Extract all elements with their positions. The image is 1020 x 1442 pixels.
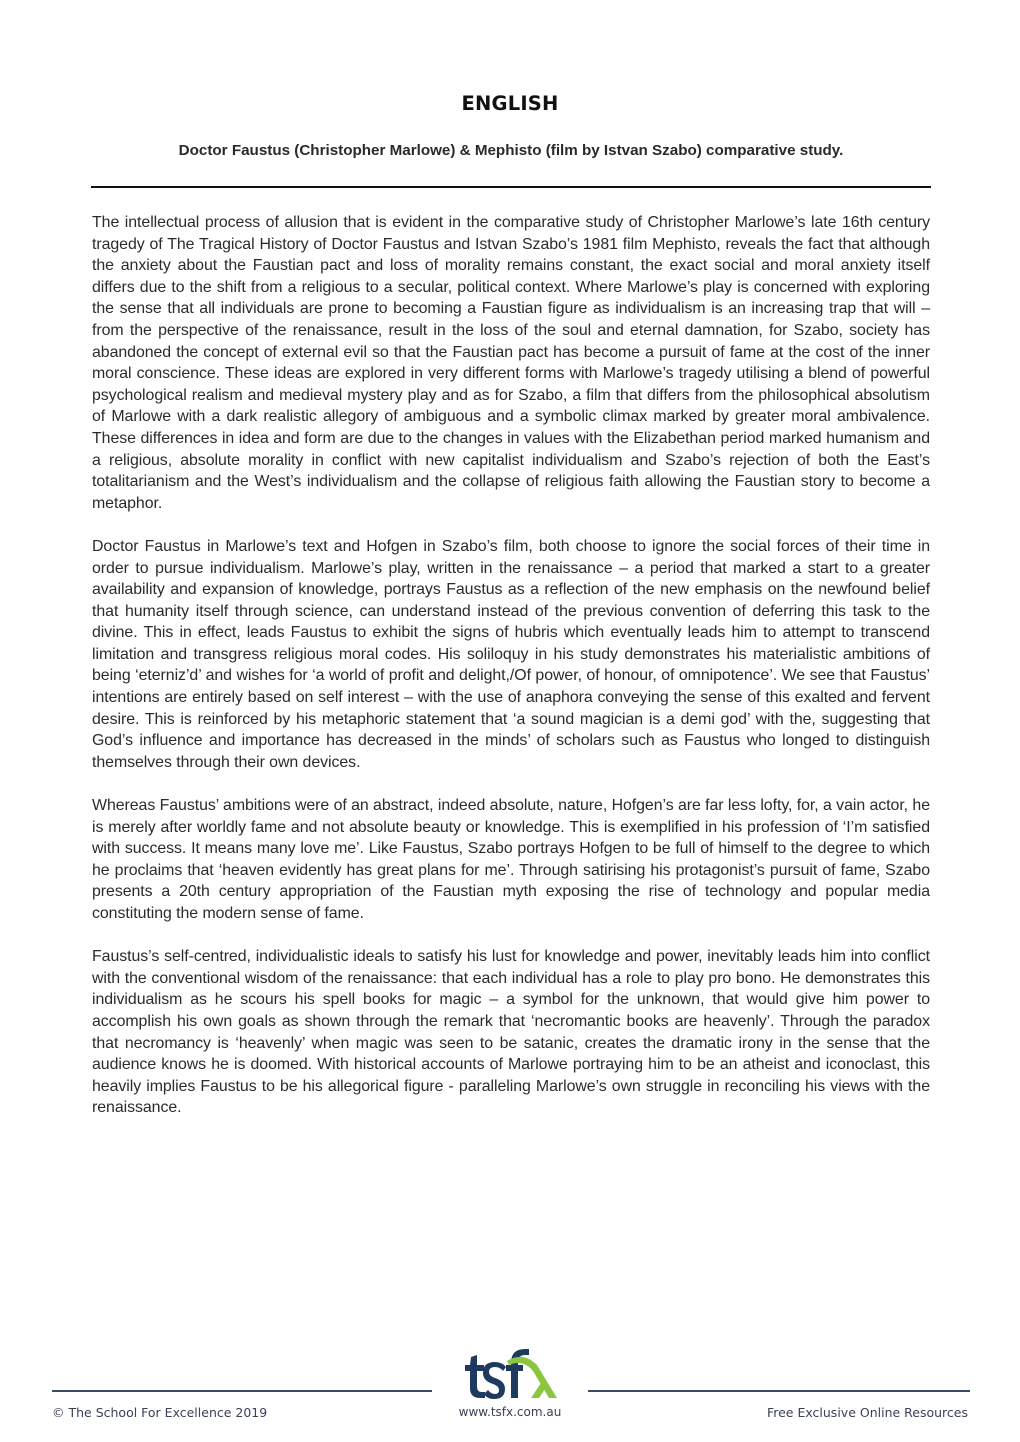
logo-letter-x [531, 1380, 547, 1398]
logo-letter-f [506, 1349, 529, 1398]
document-subtitle: Doctor Faustus (Christopher Marlowe) & Mephisto (film by Istvan Szabo) comparative study. [178, 142, 844, 159]
page-title: ENGLISH [461, 92, 559, 115]
footer-divider-right [588, 1390, 970, 1392]
footer-divider-left [52, 1390, 432, 1392]
paragraph: The intellectual process of allusion that is evident in the comparative study of Christopher Marlowe’s late 16th century tragedy of The Tragical History of Doctor Faustus and Istvan Szabo’s 1981 film Mephisto, reveals the fact that although the anxiety about the Faustian pact and loss of morality remains constant, the exact social and moral anxiety itself differs due to the shift from a religious to a secular, political context. Where Marlowe’s play is concerned with exploring the sense that all individuals are prone to becoming a Faustian figure as individualism is an increasing trap that will – from the perspective of the renaissance, result in the loss of the soul and eternal damnation, for Szabo, society has abandoned the concept of external evil so that the Faustian pact has become a pursuit of fame at the cost of the inner moral conscience. These ideas are explored in very different forms with Marlowe’s tragedy utilising a blend of powerful psychological realism and medieval mystery play and as for Szabo, a film that differs from the philosophical absolutism of Marlowe with a dark realistic allegory of ambiguous and a symbolic climax marked by greater moral ambivalence. These differences in idea and form are due to the changes in values with the Elizabethan period marked humanism and a religious, absolute morality in conflict with new capitalist individualism and Szabo’s rejection of both the East’s totalitarianism and the West’s individualism and the collapse of religious faith allowing the Faustian story to become a metaphor. [92, 214, 930, 512]
title-divider [91, 186, 931, 188]
paragraph: Doctor Faustus in Marlowe’s text and Hofgen in Szabo’s film, both choose to ignore the social forces of their time in order to pursue individualism. Marlowe’s play, written in the renaissance – a period that marked a start to a greater availability and expansion of knowledge, portrays Faustus as a reflection of the new emphasis on the newfound belief that humanity itself through science, can understand instead of the previous convention of deferring this task to the divine. This in effect, leads Faustus to exhibit the signs of hubris which eventually leads him to attempt to transcend limitation and transgress religious moral codes. His soliloquy in his study demonstrates his materialistic ambitions of being ‘eterniz’d’ and wishes for ‘a world of profit and delight,/Of power, of honour, of omnipotence’. We see that Faustus’ intentions are entirely based on self interest – with the use of anaphora conveying the sense of this exalted and fervent desire. This is reinforced by his metaphoric statement that ‘a sound magician is a demi god’ with the, suggesting that God’s influence and importance has decreased in the minds’ of scholars such as Faustus who longed to distinguish themselves through their own devices. [92, 537, 930, 771]
copyright-text: © The School For Excellence 2019 [52, 1405, 268, 1420]
logo-letter-t [465, 1355, 485, 1398]
tsfx-logo [461, 1345, 561, 1401]
tagline-text: Free Exclusive Online Resources [766, 1405, 968, 1420]
paragraph: Faustus’s self-centred, individualistic ideals to satisfy his lust for knowledge and power, inevitably leads him into conflict with the conventional wisdom of the renaissance: that each individual has a role to play pro bono. He demonstrates this individualism as he scours his spell books for magic – a symbol for the unknown, that would give him power to accomplish his own goals as shown through the remark that ‘necromantic books are heavenly’. Through the paradox that necromancy is ‘heavenly’ when magic was seen to be satanic, creates the dramatic irony in the sense that the audience knows he is doomed. With historical accounts of Marlowe portraying him to be an atheist and iconoclast, this heavily implies Faustus to be his allegorical figure - paralleling Marlowe’s own struggle in reconciling his views with the renaissance. [92, 948, 930, 1117]
logo-letter-s [483, 1362, 506, 1399]
paragraph: Whereas Faustus’ ambitions were of an abstract, indeed absolute, nature, Hofgen’s are far less lofty, for, a vain actor, he is merely after worldly fame and not absolute beauty or knowledge. This is exemplified in his profession of ‘I’m satisfied with success. It means many love me’. Like Faustus, Szabo portrays Hofgen to be full of himself to the degree to which he proclaims that ‘heaven evidently has great plans for me’. Through satirising his protagonist’s pursuit of fame, Szabo presents a 20th century appropriation of the Faustian myth exposing the rise of technology and popular media constituting the modern sense of fame. [92, 797, 930, 922]
essay-body [92, 212, 930, 1141]
website-link[interactable]: www.tsfx.com.au [458, 1405, 562, 1419]
